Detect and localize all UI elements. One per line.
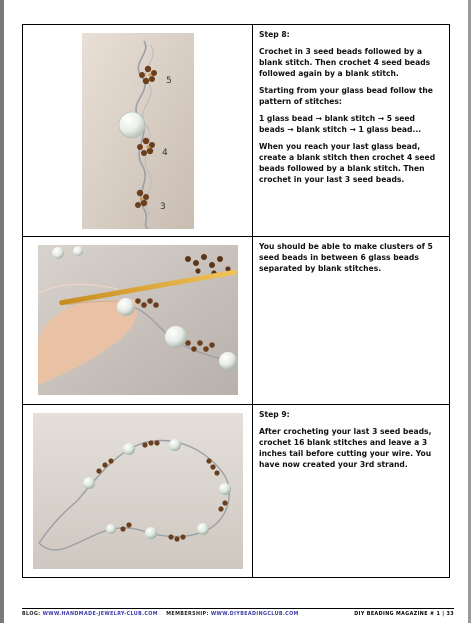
photo-label-5: 5 — [165, 76, 172, 86]
step-8-text-cell — [253, 25, 449, 236]
step-9-photo-cell — [23, 405, 253, 577]
photo-label-3: 3 — [159, 202, 166, 212]
clusters-photo — [38, 245, 238, 395]
step-8-photo — [82, 33, 194, 229]
footer-links — [22, 612, 299, 617]
step-8-paragraph-1: Crochet in 3 seed beads followed by a blank stitch. Then crochet 4 seed beads followed again by a blank stitch. — [259, 47, 431, 78]
table-row-step-9 — [23, 405, 449, 577]
step-8-photo-cell — [23, 25, 253, 236]
table-row-step-8 — [23, 25, 449, 237]
clusters-paragraph-1: You should be able to make clusters of 5 seed beads in between 6 glass beads separated by blank stitches. — [259, 242, 433, 273]
clusters-text-cell — [253, 237, 449, 404]
step-9-paragraph-1: After crocheting your last 3 seed beads, crochet 16 blank stitches and leave a 3 inches tail before cutting your wire. You have now created your 3rd strand. — [259, 427, 432, 469]
footer-magazine-title: DIY BEADING MAGAZINE # 1 — [354, 612, 441, 617]
step-9-photo — [33, 413, 243, 569]
footer-page-info — [354, 612, 454, 617]
footer-membership-label: MEMBERSHIP: — [166, 612, 209, 617]
page-left-edge — [0, 0, 4, 623]
step-8-paragraph-3: 1 glass bead → blank stitch → 5 seed beads → blank stitch → 1 glass bead... — [259, 114, 422, 134]
instruction-table — [22, 24, 450, 578]
footer-separator: | — [442, 612, 445, 617]
step-9-title: Step 9: — [259, 410, 290, 419]
table-row-clusters — [23, 237, 449, 405]
photo-label-4: 4 — [161, 148, 168, 158]
step-8-paragraph-4: When you reach your last glass bead, create a blank stitch then crochet 4 seed beads followed by a blank stitch. Then crochet in your last 3 seed beads. — [259, 142, 436, 184]
footer-membership-link[interactable]: WWW.DIYBEADINGCLUB.COM — [210, 612, 299, 617]
step-8-title: Step 8: — [259, 30, 290, 39]
footer-page-number: 33 — [446, 612, 454, 617]
footer-blog-link[interactable]: WWW.HANDMADE-JEWELRY-CLUB.COM — [42, 612, 158, 617]
clusters-photo-cell — [23, 237, 253, 404]
footer-blog-label: BLOG: — [22, 612, 41, 617]
step-8-paragraph-2: Starting from your glass bead follow the pattern of stitches: — [259, 86, 433, 106]
page-footer — [22, 608, 454, 621]
step-9-text-cell — [253, 405, 449, 577]
